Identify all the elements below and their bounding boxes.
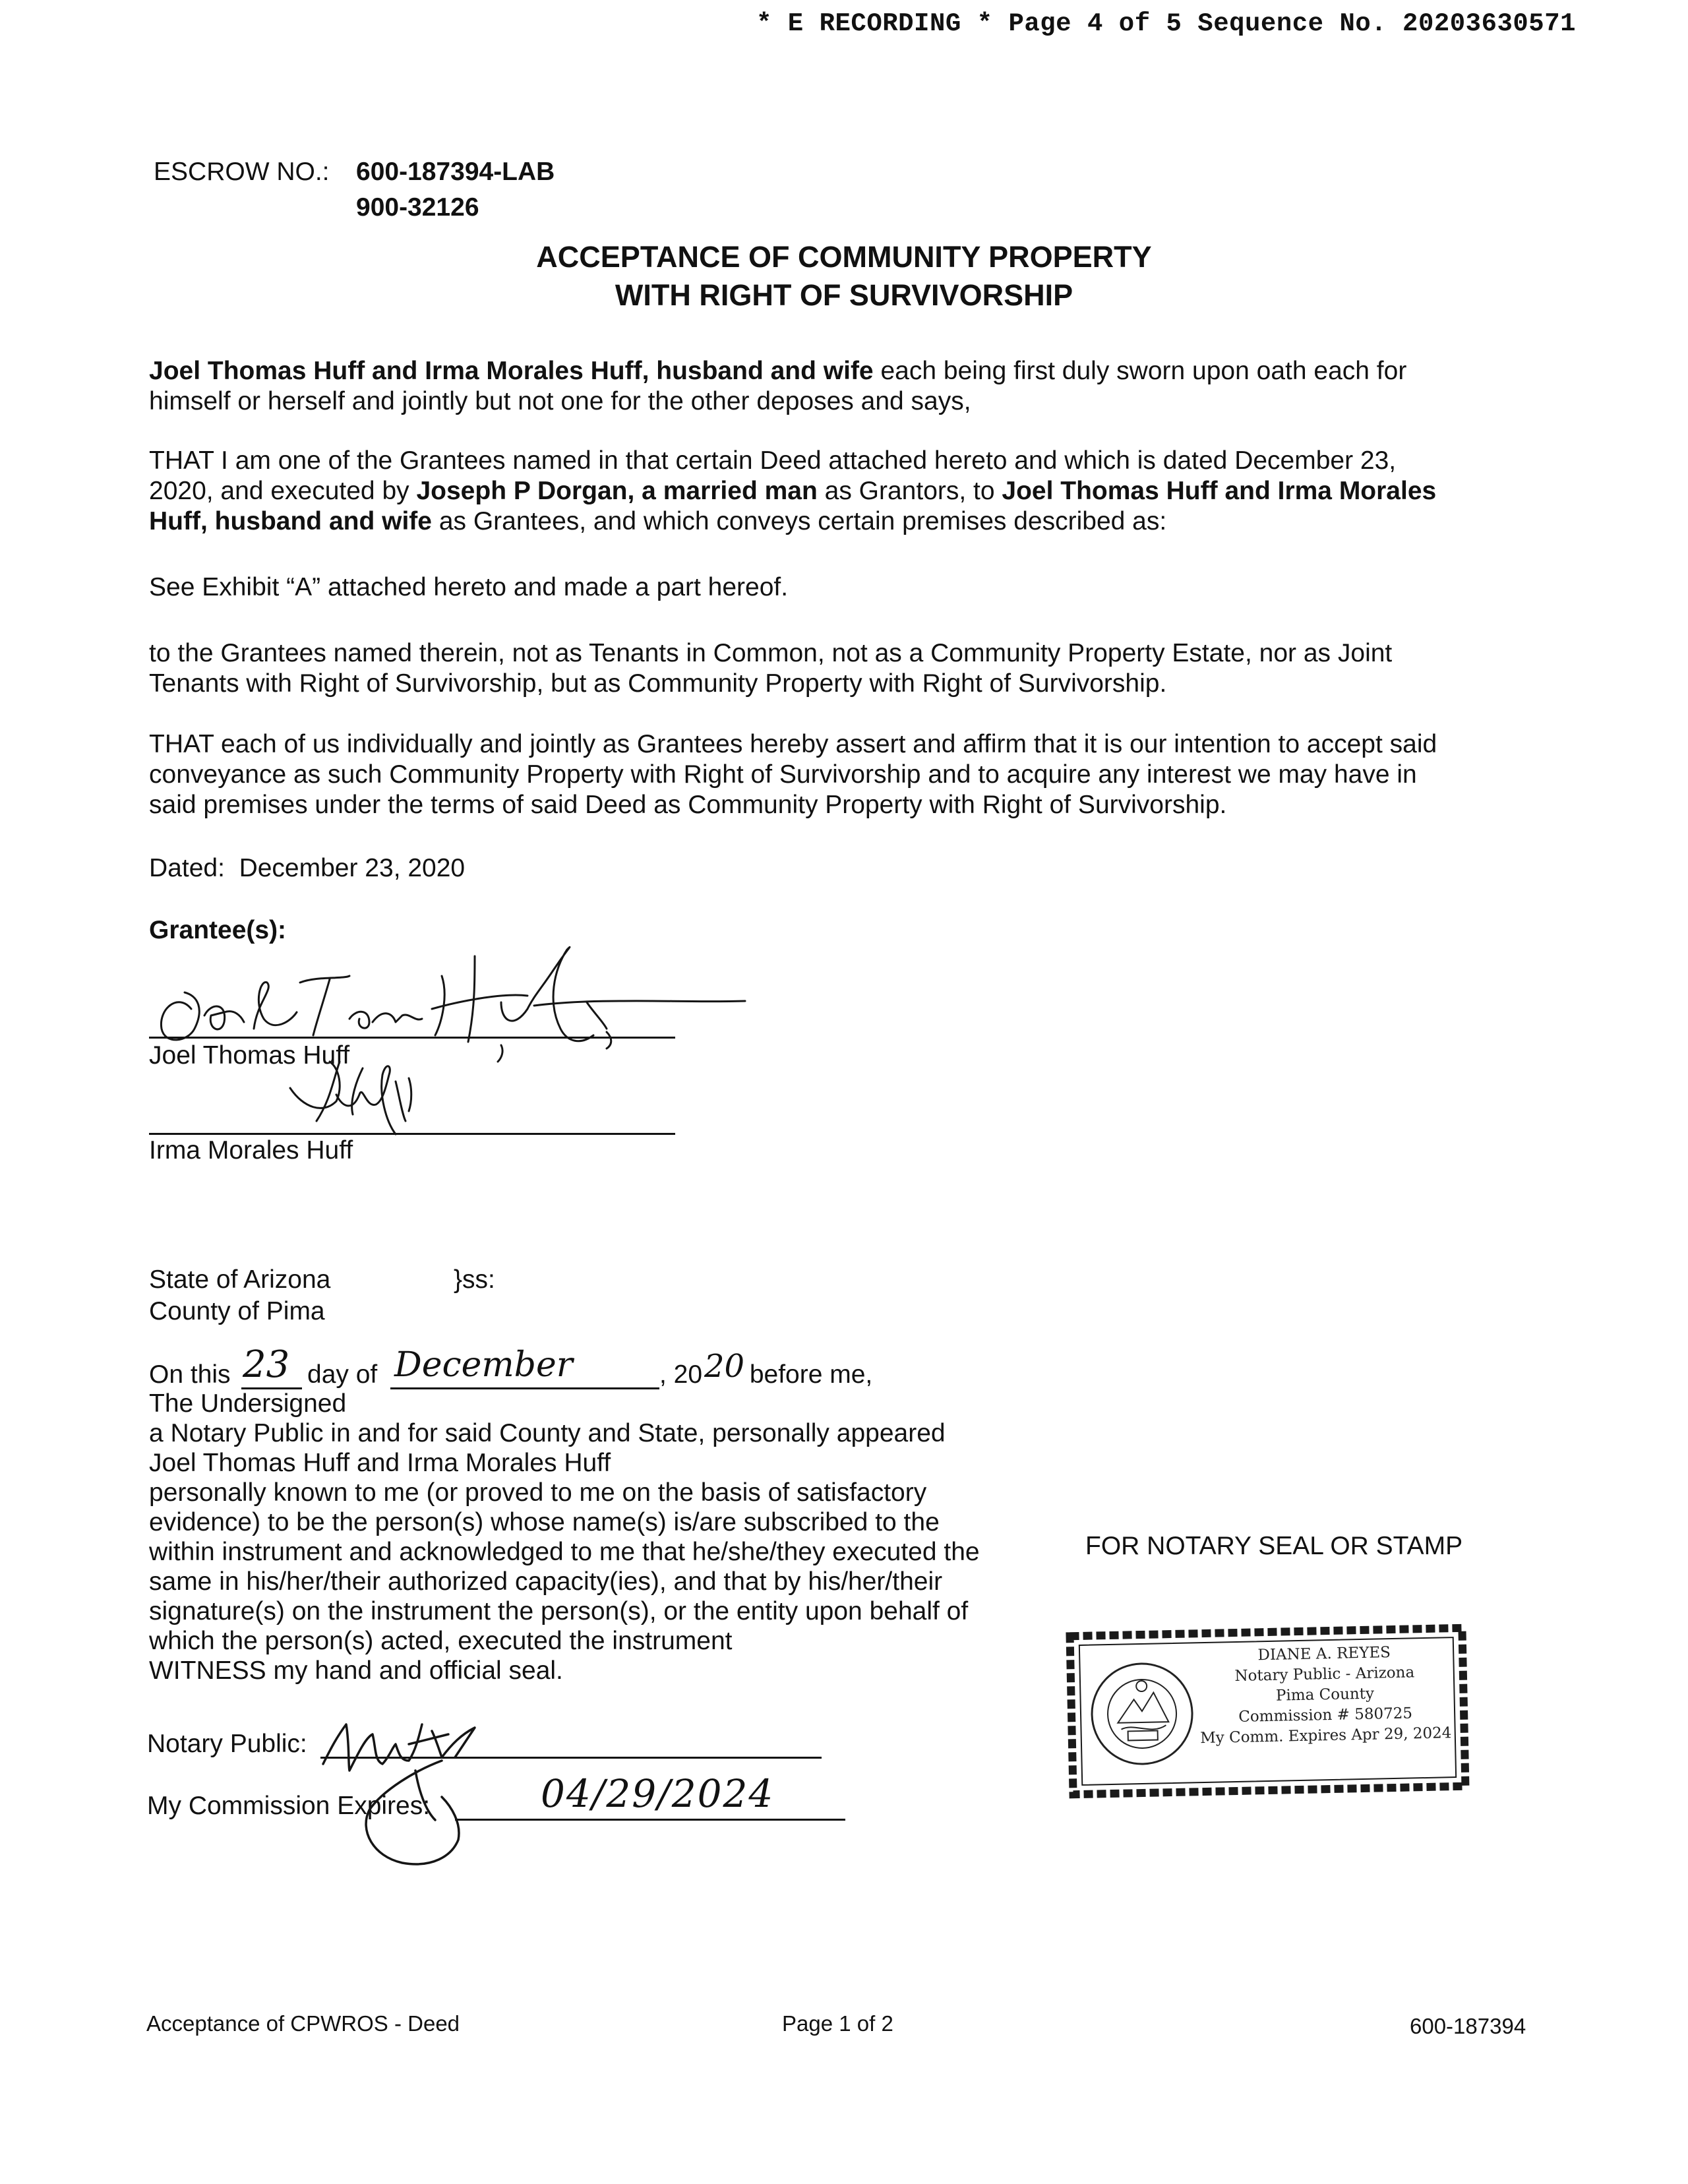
ack-line-11: WITNESS my hand and official seal. xyxy=(149,1656,563,1685)
document-title-line-2: WITH RIGHT OF SURVIVORSHIP xyxy=(615,278,1073,312)
footer-right: 600-187394 xyxy=(1410,2014,1526,2038)
ack-before-me: before me, xyxy=(742,1360,873,1389)
stamp-line-4: Commission # 580725 xyxy=(1238,1705,1413,1726)
intro-paragraph xyxy=(149,356,1534,417)
affirm-line-3: said premises under the terms of said Deed as Community Property with Right of Survivorship. xyxy=(149,791,1227,819)
ack-month-handwritten: December xyxy=(394,1345,573,1385)
stamp-line-3: Pima County xyxy=(1275,1685,1375,1705)
notary-stamp xyxy=(1063,1622,1472,1802)
escrow-number-secondary: 900-32126 xyxy=(356,193,479,222)
grantor-name: Joseph P Dorgan, a married man xyxy=(416,477,818,505)
ack-line-9: signature(s) on the instrument the person(s), or the entity upon behalf of xyxy=(149,1597,969,1625)
ack-year-handwritten: 20 xyxy=(704,1348,745,1385)
stamp-notary-name: DIANE A. REYES xyxy=(1257,1644,1391,1664)
ack-line-3: a Notary Public in and for said County and State, personally appeared xyxy=(149,1419,946,1447)
document-title-line-1: ACCEPTANCE OF COMMUNITY PROPERTY xyxy=(536,240,1152,274)
ack-year-prefix: , 20 xyxy=(659,1360,703,1389)
tenancy-line-1: to the Grantees named therein, not as Tenants in Common, not as a Community Property Estate, nor as Joint xyxy=(149,639,1393,667)
notary-signature xyxy=(310,1698,574,1883)
intro-text-1: each being first duly sworn upon oath each for xyxy=(873,357,1407,385)
signer-name-1: Joel Thomas Huff xyxy=(149,1041,350,1070)
notary-signature-line xyxy=(320,1757,822,1759)
intro-parties: Joel Thomas Huff and Irma Morales Huff, husband and wife xyxy=(149,357,874,385)
recording-header: * E RECORDING * Page 4 of 5 Sequence No. 20203630571 xyxy=(756,9,1576,38)
tenancy-line-2: Tenants with Right of Survivorship, but as Community Property with Right of Survivorship. xyxy=(149,669,1167,698)
stamp-text xyxy=(1189,1641,1461,1749)
affirm-line-2: conveyance as such Community Property with Right of Survivorship and to acquire any interest we may have in xyxy=(149,760,1417,789)
deed-line-3: Huff, husband and wife as Grantees, and which conveys certain premises described as: xyxy=(149,507,1167,535)
ack-line-7: within instrument and acknowledged to me that he/she/they executed the xyxy=(149,1538,980,1566)
tenancy-paragraph xyxy=(149,638,1534,699)
intro-text-2: himself or herself and jointly but not one for the other deposes and says, xyxy=(149,387,971,415)
venue-county: County of Pima xyxy=(149,1297,325,1325)
ack-line-6: evidence) to be the person(s) whose name(s) is/are subscribed to the xyxy=(149,1508,940,1536)
commission-date-handwritten: 04/29/2024 xyxy=(541,1771,775,1816)
signature-line-1 xyxy=(149,1037,675,1039)
ack-line-10: which the person(s) acted, executed the instrument xyxy=(149,1627,733,1655)
notary-public-label: Notary Public: xyxy=(147,1730,307,1758)
notary-seal-label: FOR NOTARY SEAL OR STAMP xyxy=(1085,1532,1463,1560)
ack-day-handwritten: 23 xyxy=(243,1343,290,1386)
deed-line-1: THAT I am one of the Grantees named in that certain Deed attached hereto and which is dated December 23, xyxy=(149,446,1397,475)
escrow-label: ESCROW NO.: xyxy=(154,158,330,186)
affirm-line-1: THAT each of us individually and jointly as Grantees hereby assert and affirm that it is our intention to accept said xyxy=(149,730,1437,758)
deed-paragraph xyxy=(149,446,1534,537)
venue-ss: }ss: xyxy=(454,1265,495,1294)
ack-undersigned: The Undersigned xyxy=(149,1389,347,1418)
commission-line xyxy=(455,1819,845,1821)
ack-line-8: same in his/her/their authorized capacity(ies), and that by his/her/their xyxy=(149,1567,943,1596)
signature-line-2 xyxy=(149,1133,675,1135)
signer-name-2: Irma Morales Huff xyxy=(149,1136,353,1165)
stamp-line-5: My Comm. Expires Apr 29, 2024 xyxy=(1199,1724,1452,1747)
commission-label: My Commission Expires: xyxy=(147,1792,431,1820)
dated-line: Dated: December 23, 2020 xyxy=(149,854,466,882)
stamp-line-2: Notary Public - Arizona xyxy=(1234,1664,1415,1685)
arizona-seal-icon xyxy=(1087,1658,1197,1769)
footer-left: Acceptance of CPWROS - Deed xyxy=(146,2011,460,2036)
affirm-paragraph xyxy=(149,729,1534,820)
ack-on-this: On this xyxy=(149,1360,231,1389)
grantee-names: Joel Thomas Huff and Irma Morales xyxy=(1002,477,1437,505)
ack-line-4: Joel Thomas Huff and Irma Morales Huff xyxy=(149,1449,611,1477)
venue-state: State of Arizona xyxy=(149,1265,331,1294)
acknowledgment-body xyxy=(149,1389,1072,1685)
grantees-label: Grantee(s): xyxy=(149,916,287,944)
deed-line-2: 2020, and executed by Joseph P Dorgan, a married man as Grantors, to Joel Thomas Huff and Irma Morales xyxy=(149,477,1437,505)
ack-line-5: personally known to me (or proved to me on the basis of satisfactory xyxy=(149,1478,927,1507)
escrow-number-primary: 600-187394-LAB xyxy=(356,158,555,186)
ack-day-of: day of xyxy=(307,1360,378,1389)
exhibit-line: See Exhibit “A” attached hereto and made a part hereof. xyxy=(149,573,789,601)
footer-center: Page 1 of 2 xyxy=(782,2011,893,2036)
